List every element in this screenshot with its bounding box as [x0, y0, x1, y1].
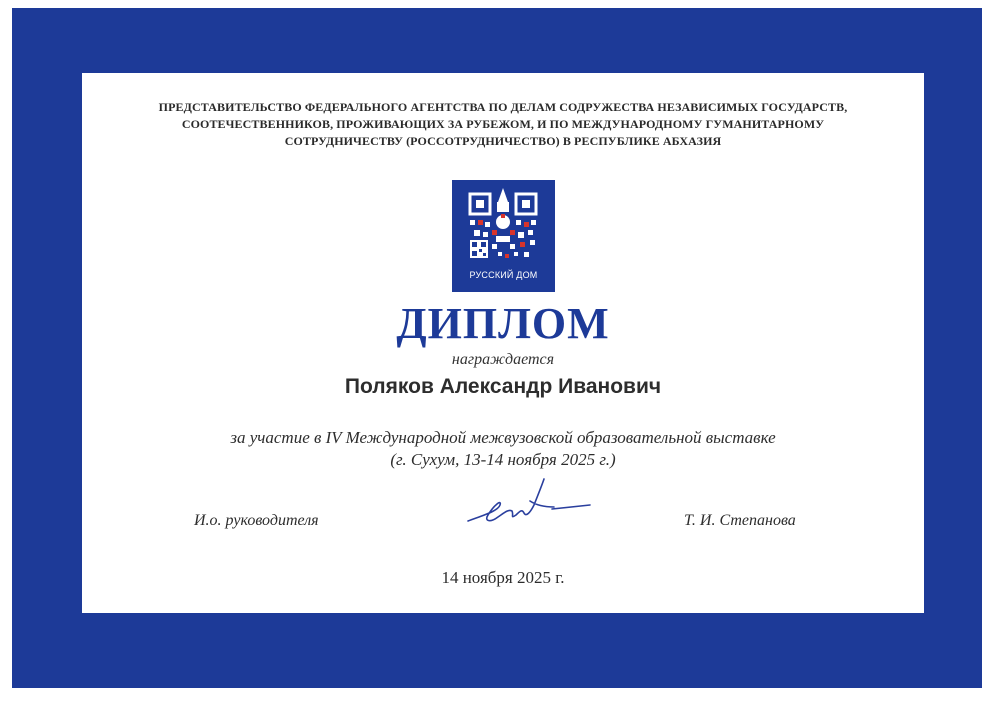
diploma-card — [82, 73, 924, 613]
award-reason — [82, 427, 924, 471]
reason-line-2: (г. Сухум, 13-14 ноября 2025 г.) — [390, 450, 616, 469]
issue-date: 14 ноября 2025 г. — [441, 568, 565, 587]
reason-line-1: за участие в IV Международной межвузовской образовательной выставке — [230, 428, 776, 447]
recipient-name: Поляков Александр Иванович — [344, 375, 662, 398]
header-line-2: СООТЕЧЕСТВЕННИКОВ, ПРОЖИВАЮЩИХ ЗА РУБЕЖОМ, И ПО МЕЖДУНАРОДНОМУ ГУМАНИТАРНОМУ — [181, 117, 825, 131]
russian-house-logo — [452, 180, 555, 292]
diploma-title: ДИПЛОМ — [396, 299, 610, 348]
awarded-label: награждается — [451, 351, 555, 368]
handwritten-signature — [464, 475, 594, 537]
issuer-header — [82, 99, 924, 150]
russian-house-logo-icon — [452, 180, 555, 270]
logo-text: РУССКИЙ ДОМ — [469, 270, 538, 280]
signatory-position: И.о. руководителя — [194, 512, 319, 529]
signatory-name: Т. И. Степанова — [684, 512, 796, 529]
header-line-3: СОТРУДНИЧЕСТВУ (РОССОТРУДНИЧЕСТВО) В РЕСПУБЛИКЕ АБХАЗИЯ — [284, 134, 722, 148]
header-line-1: ПРЕДСТАВИТЕЛЬСТВО ФЕДЕРАЛЬНОГО АГЕНТСТВА ПО ДЕЛАМ СОДРУЖЕСТВА НЕЗАВИСИМЫХ ГОСУДАРСТВ, — [158, 100, 848, 114]
